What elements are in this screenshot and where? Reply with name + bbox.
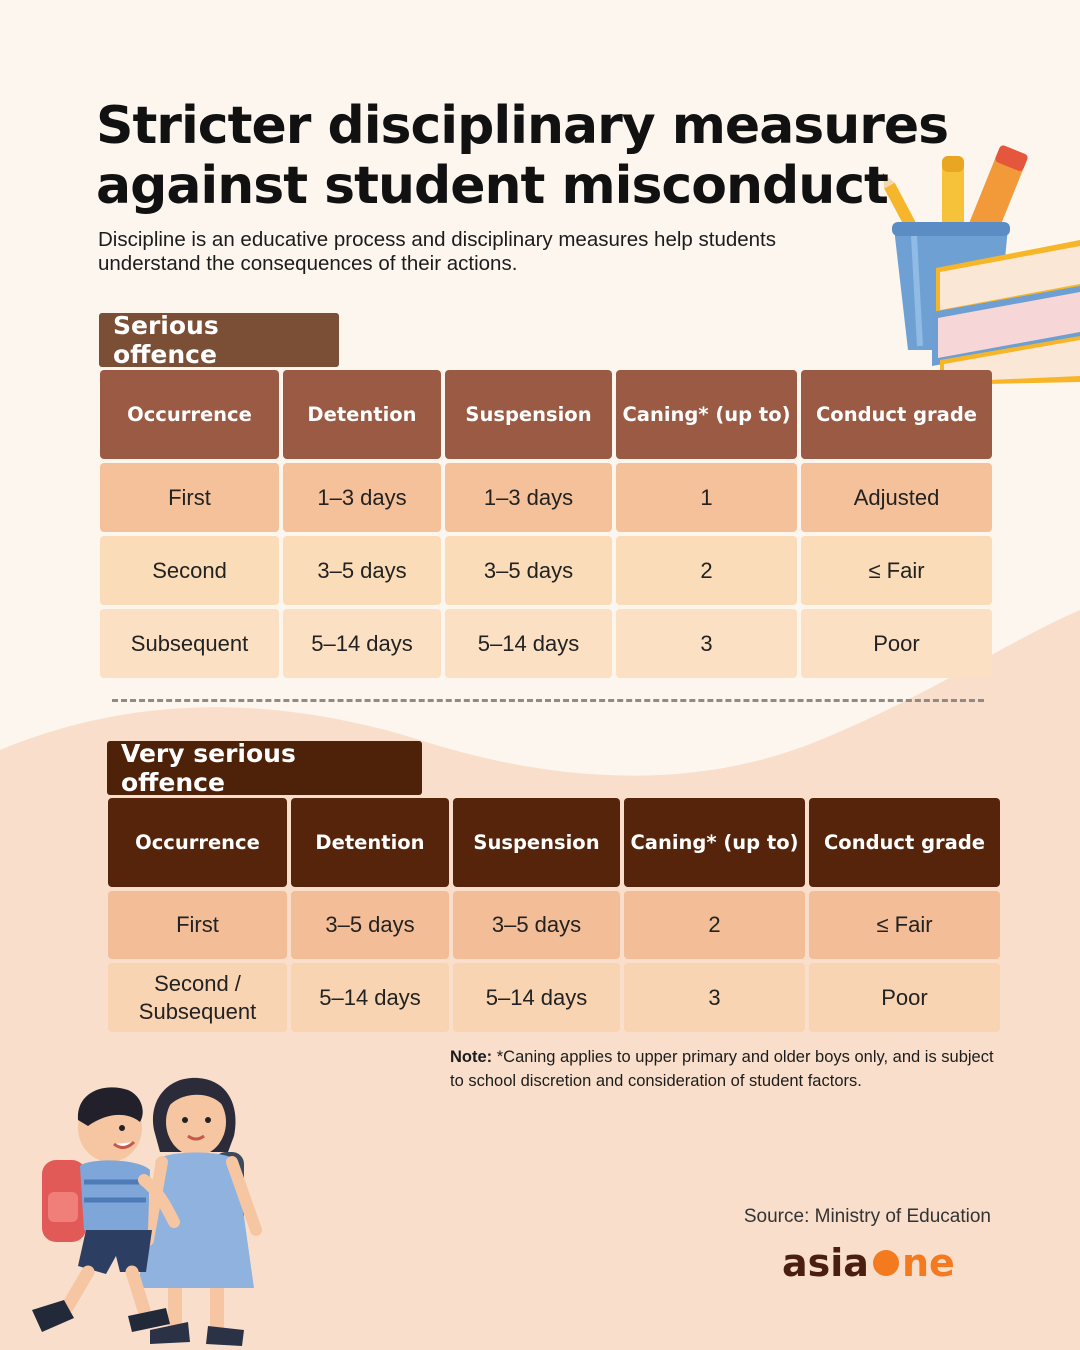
table-cell: 5–14 days (453, 963, 620, 1032)
header-detention: Detention (291, 798, 449, 887)
table-cell: 3 (616, 609, 797, 678)
table-cell: Second (100, 536, 279, 605)
very-serious-offence-label: Very serious offence (107, 741, 422, 795)
header-conduct-grade: Conduct grade (809, 798, 1000, 887)
table-cell: 5–14 days (445, 609, 612, 678)
serious-offence-label: Serious offence (99, 313, 339, 367)
asiaone-logo (782, 1240, 958, 1284)
very-serious-offence-table (108, 798, 998, 1032)
logo-text-right: ne (902, 1241, 955, 1284)
table-cell: 1 (616, 463, 797, 532)
students-walking-illustration (28, 1060, 278, 1350)
table-cell: ≤ Fair (801, 536, 992, 605)
table-cell: ≤ Fair (809, 891, 1000, 959)
table-cell: Poor (809, 963, 1000, 1032)
table-cell: 5–14 days (283, 609, 441, 678)
header-occurrence: Occurrence (108, 798, 287, 887)
table-cell: Adjusted (801, 463, 992, 532)
header-caning: Caning* (up to) (616, 370, 797, 459)
table-cell: 2 (616, 536, 797, 605)
header-suspension: Suspension (445, 370, 612, 459)
page-subtitle: Discipline is an educative process and disciplinary measures help students understand the consequences of their actions. (98, 228, 776, 275)
table-cell: 2 (624, 891, 805, 959)
table-cell: 1–3 days (283, 463, 441, 532)
footnote-text: *Caning applies to upper primary and older boys only, and is subject to school discretion and consideration of student factors. (450, 1048, 994, 1090)
logo-text-left: asia (782, 1241, 869, 1284)
table-cell: 3–5 days (283, 536, 441, 605)
logo-o-circle (873, 1250, 899, 1276)
footnote-label: Note: (450, 1048, 493, 1066)
table-cell: 3–5 days (453, 891, 620, 959)
serious-offence-table (100, 370, 990, 678)
header-suspension: Suspension (453, 798, 620, 887)
section-divider (112, 699, 984, 702)
page-title: Stricter disciplinary measures against student misconduct (96, 96, 949, 216)
header-occurrence: Occurrence (100, 370, 279, 459)
header-detention: Detention (283, 370, 441, 459)
table-cell: Second / Subsequent (108, 963, 287, 1032)
header-caning: Caning* (up to) (624, 798, 805, 887)
table-cell: First (108, 891, 287, 959)
table-cell: First (100, 463, 279, 532)
table-cell: 1–3 days (445, 463, 612, 532)
table-cell: 3–5 days (291, 891, 449, 959)
table-cell: Subsequent (100, 609, 279, 678)
source-credit: Source: Ministry of Education (743, 1206, 991, 1227)
table-cell: 5–14 days (291, 963, 449, 1032)
header-conduct-grade: Conduct grade (801, 370, 992, 459)
table-cell: Poor (801, 609, 992, 678)
table-cell: 3 (624, 963, 805, 1032)
table-cell: 3–5 days (445, 536, 612, 605)
footnote (450, 1045, 1010, 1093)
